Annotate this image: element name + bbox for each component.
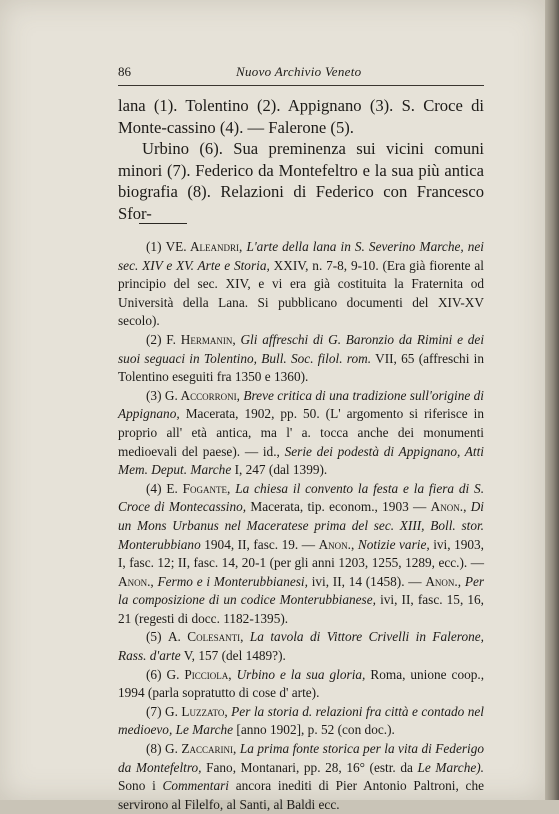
footnote-2: (2) F. Hermanin, Gli affreschi di G. Baronzio da Rimini e dei suoi seguaci in Tolentino, Bull. Soc. filol. rom. VII, 65 (affreschi in Tolentino eseguiti fra 1350 e 1360).	[118, 331, 485, 385]
footnote-1: (1) VE. Aleandri, L'arte della lana in S. Severino Marche, nei sec. XIV e XV. Arte e Storia, XXIV, n. 7-8, 9-10. (Era già fiorente al principio del sec. XIV, e vi era già costituita la Fraternita od Università della Lana. Si pubblicano documenti del XIV-XV secolo).	[118, 239, 484, 329]
footnote-7: (7) G. Luzzato, Per la storia d. relazioni fra città e contado nel medioevo, Le Marche [anno 1902], p. 52 (con doc.).	[118, 703, 484, 738]
footnote-6: (6) G. Picciola, Urbino e la sua gloria, Roma, unione coop., 1994 (parla sopratutto di cose d' arte).	[118, 666, 485, 701]
running-header	[118, 64, 484, 86]
footnote-separator	[139, 223, 187, 224]
journal-title: Nuovo Archivio Veneto	[236, 64, 362, 79]
page-number: 86	[118, 64, 131, 79]
footnote-3: (3) G. Accorroni, Breve critica di una tradizione sull'origine di Appignano, Macerata, 1902, pp. 50. (L' argomento si riferisce in proprio all' età antica, ma l' a. tocca anche dei monumenti medioevali del paese). — id., Serie dei podestà di Appignano, Atti Mem. Deput. Marche I, 247 (dal 1399).	[118, 387, 484, 478]
book-edge	[545, 0, 559, 800]
paragraph-1: lana (1). Tolentino (2). Appignano (3). S. Croce di Monte-cassino (4). — Falerone (5).	[118, 96, 484, 137]
footnotes	[118, 238, 484, 814]
footnote-4: (4) E. Fogante, La chiesa il convento la festa e la fiera di S. Croce di Montecassino, Macerata, tip. econom., 1903 — Anon., Di un Mons Urbanus nel Maceratese prima del sec. XIII, Boll. stor. Monterubbiano 1904, II, fasc. 19. — Anon., Notizie varie, ivi, 1903, I, fasc. 12; II, fasc. 14, 20-1 (per gli anni 1203, 1255, 1289, ecc.). — Anon., Fermo e i Monterubbianesi, ivi, II, 14 (1458). — Anon., Per la composizione di un codice Monterubbianese, ivi, II, fasc. 15, 16, 21 (regesti di docc. 1182-1395).	[118, 480, 485, 626]
footnote-8: (8) G. Zaccarini, La prima fonte storica per la vita di Federigo da Montefeltro, Fano, Montanari, pp. 28, 16° (estr. da Le Marche). Sono i Commentari ancora inediti di Pier Antonio Paltroni, che servirono al Filelfo, al Santi, al Baldi ecc.	[118, 741, 485, 812]
paragraph-2: Urbino (6). Sua preminenza sui vicini comuni minori (7). Federico da Montefeltro e la sua più antica biografia (8). Relazioni di Federico con Francesco Sfor-	[118, 139, 484, 223]
main-text	[118, 95, 484, 224]
footnote-5: (5) A. Colesanti, La tavola di Vittore Crivelli in Falerone, Rass. d'arte V, 157 (del 1489?).	[118, 629, 484, 664]
